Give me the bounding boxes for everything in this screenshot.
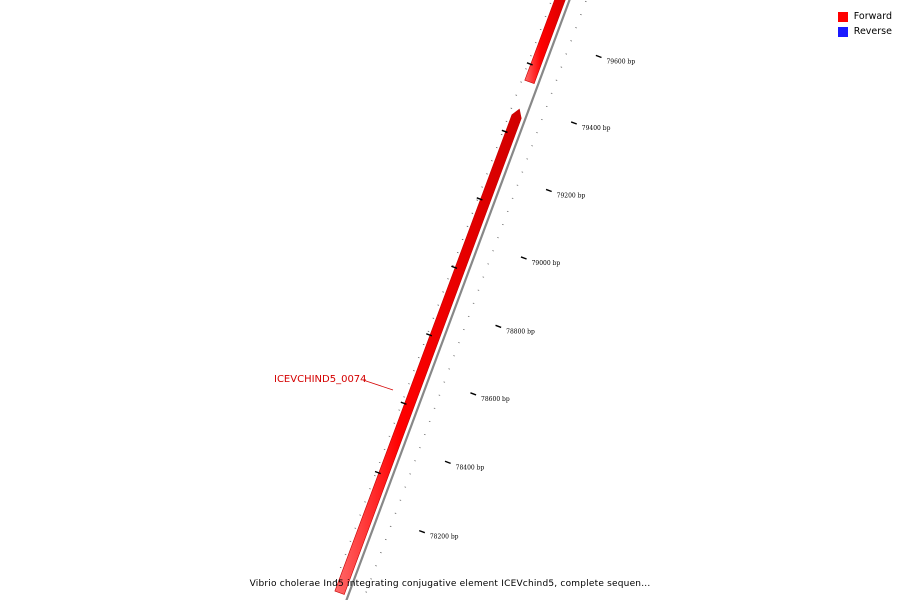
minor-tick: [414, 461, 415, 462]
minor-tick: [434, 408, 435, 409]
minor-tick: [433, 318, 434, 319]
major-tick: [470, 393, 476, 395]
major-tick: [596, 55, 602, 57]
major-tick: [496, 325, 502, 327]
minor-tick: [390, 526, 391, 527]
minor-tick: [520, 82, 521, 83]
gene-label[interactable]: ICEVCHIND5_0074: [274, 374, 367, 385]
minor-tick: [444, 382, 445, 383]
minor-tick: [481, 187, 482, 188]
tick-label: 78400 bp: [455, 464, 485, 472]
minor-tick: [566, 54, 567, 55]
minor-tick: [403, 397, 404, 398]
minor-tick: [540, 29, 541, 30]
minor-tick: [488, 264, 489, 265]
minor-tick: [429, 421, 430, 422]
minor-tick: [400, 500, 401, 501]
minor-tick: [541, 119, 542, 120]
minor-tick: [355, 528, 356, 529]
minor-tick: [545, 16, 546, 17]
minor-tick: [468, 316, 469, 317]
minor-tick: [550, 3, 551, 4]
minor-tick: [502, 224, 503, 225]
minor-tick: [369, 489, 370, 490]
minor-tick: [507, 211, 508, 212]
minor-tick: [580, 14, 581, 15]
minor-tick: [418, 357, 419, 358]
minor-tick: [497, 237, 498, 238]
tick-label: 78200 bp: [429, 533, 459, 541]
minor-tick: [379, 462, 380, 463]
minor-tick: [546, 106, 547, 107]
minor-tick: [478, 290, 479, 291]
sequence-title: Vibrio cholerae Ind5 integrating conjugative element ICEVchind5, complete sequen...: [249, 579, 651, 589]
legend-label-forward: Forward: [853, 11, 892, 22]
minor-tick: [486, 174, 487, 175]
minor-tick: [561, 67, 562, 68]
minor-tick: [492, 251, 493, 252]
minor-tick: [491, 160, 492, 161]
minor-tick: [527, 159, 528, 160]
minor-tick: [448, 369, 449, 370]
minor-tick: [575, 27, 576, 28]
minor-tick: [442, 292, 443, 293]
tick-label: 79000 bp: [531, 260, 561, 268]
minor-tick: [389, 436, 390, 437]
minor-tick: [438, 305, 439, 306]
minor-tick: [458, 342, 459, 343]
minor-tick: [457, 252, 458, 253]
legend-item-reverse: [838, 24, 892, 39]
feature-ICEVCHIND5_0074[interactable]: [335, 109, 521, 594]
minor-tick: [395, 513, 396, 514]
minor-tick: [409, 474, 410, 475]
gene-label-leader: [363, 380, 393, 390]
minor-tick: [506, 121, 507, 122]
backbone-line: [345, 0, 571, 600]
minor-tick: [473, 303, 474, 304]
minor-tick: [413, 370, 414, 371]
minor-tick: [447, 279, 448, 280]
minor-tick: [511, 108, 512, 109]
minor-tick: [501, 134, 502, 135]
tick-label: 79600 bp: [606, 58, 636, 66]
legend-label-reverse: Reverse: [853, 26, 892, 37]
minor-tick: [585, 1, 586, 2]
minor-tick: [394, 423, 395, 424]
major-tick: [571, 122, 577, 124]
minor-tick: [424, 434, 425, 435]
minor-tick: [385, 539, 386, 540]
minor-tick: [366, 592, 367, 593]
major-tick: [419, 531, 425, 533]
legend-item-forward: [838, 9, 892, 24]
tick-label: 78600 bp: [481, 395, 510, 403]
minor-tick: [364, 502, 365, 503]
minor-tick: [556, 80, 557, 81]
minor-tick: [453, 356, 454, 357]
minor-tick: [477, 200, 478, 201]
minor-tick: [408, 384, 409, 385]
minor-tick: [512, 198, 513, 199]
minor-tick: [496, 147, 497, 148]
minor-tick: [570, 41, 571, 42]
legend: [838, 9, 892, 39]
tick-label: 79200 bp: [556, 192, 586, 200]
minor-tick: [374, 475, 375, 476]
minor-tick: [536, 132, 537, 133]
minor-tick: [375, 566, 376, 567]
minor-tick: [535, 42, 536, 43]
minor-tick: [517, 185, 518, 186]
minor-tick: [423, 344, 424, 345]
minor-tick: [462, 239, 463, 240]
minor-tick: [340, 567, 341, 568]
minor-tick: [531, 146, 532, 147]
minor-tick: [419, 447, 420, 448]
minor-tick: [428, 331, 429, 332]
minor-tick: [472, 213, 473, 214]
tick-label: 78800 bp: [506, 328, 535, 336]
minor-tick: [439, 395, 440, 396]
minor-tick: [350, 541, 351, 542]
minor-tick: [345, 554, 346, 555]
major-tick: [445, 461, 451, 463]
minor-tick: [551, 93, 552, 94]
minor-tick: [483, 277, 484, 278]
minor-tick: [530, 56, 531, 57]
major-tick: [546, 189, 552, 191]
minor-tick: [359, 515, 360, 516]
minor-tick: [384, 449, 385, 450]
forward-swatch-icon: [838, 12, 848, 22]
minor-tick: [463, 329, 464, 330]
minor-tick: [516, 95, 517, 96]
minor-tick: [467, 226, 468, 227]
tick-label: 79400 bp: [581, 125, 611, 133]
ruler-labels: [430, 58, 635, 540]
minor-tick: [525, 69, 526, 70]
gene-label-layer[interactable]: [274, 374, 393, 390]
minor-tick: [522, 172, 523, 173]
backbone-layer: [345, 0, 571, 600]
minor-tick: [380, 552, 381, 553]
reverse-swatch-icon: [838, 27, 848, 37]
major-tick: [521, 257, 527, 259]
minor-tick: [405, 487, 406, 488]
minor-tick: [399, 410, 400, 411]
